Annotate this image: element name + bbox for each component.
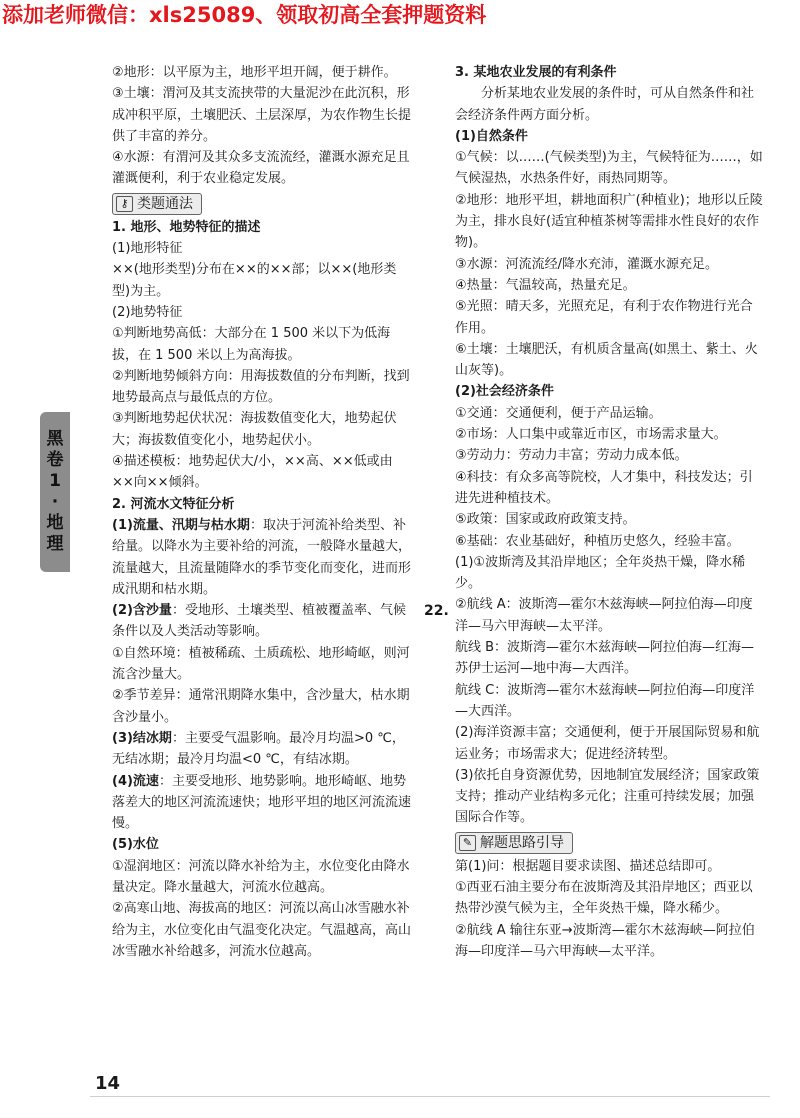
paragraph xyxy=(112,600,412,643)
answer-line: 航线 C：波斯湾—霍尔木兹海峡—阿拉伯海—印度洋—大西洋。 xyxy=(455,682,755,719)
paragraph: ⑤光照：晴天多，光照充足，有利于农作物进行光合作用。 xyxy=(455,299,753,336)
paragraph: ④科技：有众多高等院校，人才集中，科技发达；引进先进种植技术。 xyxy=(455,469,753,506)
section-tag-label: 解题思路引导 xyxy=(480,834,564,851)
side-tab-char: 1 xyxy=(49,471,61,491)
side-tab-char: 地 xyxy=(46,513,64,533)
subheading: (2)社会经济条件 xyxy=(455,384,554,400)
paragraph xyxy=(112,771,412,835)
paragraph: ②季节差异：通常汛期降水集中，含沙量大，枯水期含沙量小。 xyxy=(112,688,410,725)
paragraph: ④热量：气温较高，热量充足。 xyxy=(455,277,636,293)
paragraph: ①湿润地区：河流以降水补给为主，水位变化由降水量决定。降水量越大，河流水位越高。 xyxy=(112,858,410,895)
edit-icon: ✎ xyxy=(459,835,476,851)
paragraph: ②地形：以平原为主，地形平坦开阔，便于耕作。 xyxy=(112,65,397,80)
paragraph: 第(1)问：根据题目要求读图、描述总结即可。 xyxy=(455,858,721,874)
answer-line: 航线 B：波斯湾—霍尔木兹海峡—阿拉伯海—红海—苏伊士运河—地中海—大西洋。 xyxy=(455,640,755,677)
term-text: ：受地形、土壤类型、植被覆盖率、气候条件以及人类活动等影响。 xyxy=(112,603,406,640)
paragraph: ①气候：以……(气候类型)为主，气候特征为……，如气候湿热，水热条件好，雨热同期等。 xyxy=(455,150,763,187)
answer-line: ②航线 A：波斯湾—霍尔木兹海峡—阿拉伯海—印度洋—马六甲海峡—太平洋。 xyxy=(455,597,753,634)
paragraph: ①交通：交通便利，便于产品运输。 xyxy=(455,405,662,421)
paragraph: ②市场：人口集中或靠近市区，市场需求量大。 xyxy=(455,427,727,443)
paragraph: ③水源：河流流经/降水充沛，灌溉水源充足。 xyxy=(455,256,719,272)
footer-divider xyxy=(90,1096,770,1097)
paragraph: ①判断地势高低：大部分在 1 500 米以下为低海拔，在 1 500 米以上为高海拔。 xyxy=(112,326,391,363)
side-tab-char: 卷 xyxy=(46,450,64,470)
paragraph: ②高寒山地、海拔高的地区：河流以高山冰雪融水补给为主，水位变化由气温变化决定。气温越高，高山冰雪融水补给越多，河流水位越高。 xyxy=(112,901,412,959)
promo-banner: 添加老师微信：xls25089、领取初高全套押题资料 xyxy=(2,3,487,27)
paragraph: ①西亚石油主要分布在波斯湾及其沿岸地区；西亚以热带沙漠气候为主，全年炎热干燥，降水稀少。 xyxy=(455,879,753,917)
section-tag-thinking xyxy=(455,832,573,854)
page-number: 14 xyxy=(95,1073,121,1094)
paragraph: ⑤政策：国家或政府政策支持。 xyxy=(455,512,636,528)
key-icon: ⚷ xyxy=(116,196,133,212)
paragraph xyxy=(112,515,412,600)
paragraph: ③判断地势起伏状况：海拔数值变化大，地势起伏大；海拔数值变化小，地势起伏小。 xyxy=(112,411,397,448)
section-tag-methods xyxy=(112,193,202,215)
paragraph: ③劳动力：劳动力丰富；劳动力成本低。 xyxy=(455,448,688,464)
side-tab xyxy=(40,412,70,572)
section-heading: 3. 某地农业发展的有利条件 xyxy=(455,65,617,80)
subheading: (1)地形特征 xyxy=(112,241,183,257)
paragraph: ⑥土壤：土壤肥沃，有机质含量高(如黑土、紫土、火山灰等)。 xyxy=(455,341,758,379)
right-column xyxy=(455,62,763,962)
term: (1)流量、汛期与枯水期 xyxy=(112,517,250,533)
side-tab-char: · xyxy=(51,492,59,512)
term: (4)流速 xyxy=(112,773,159,789)
paragraph: ②判断地势倾斜方向：用海拔数值的分布判断，找到地势最高点与最低点的方位。 xyxy=(112,368,410,406)
question-number: 22. xyxy=(424,603,449,619)
subheading: (2)地势特征 xyxy=(112,304,183,320)
subheading: (1)自然条件 xyxy=(455,128,528,144)
paragraph: ④描述模板：地势起伏大/小，××高、××低或由××向××倾斜。 xyxy=(112,454,393,491)
term-text: ：主要受地形、地势影响。地形崎岖、地势落差大的地区河流流速快；地形平坦的地区河流流速慢。 xyxy=(112,773,412,832)
term: (3)结冰期 xyxy=(112,730,172,746)
paragraph: ②地形：地形平坦，耕地面积广(种植业)；地形以丘陵为主，排水良好(适宜种植茶树等需排水性良好的农作物)。 xyxy=(455,192,763,251)
section-tag-label: 类题通法 xyxy=(137,195,193,212)
paragraph: ③土壤：渭河及其支流挟带的大量泥沙在此沉积，形成冲积平原，土壤肥沃、土层深厚，为农作物生长提供了丰富的养分。 xyxy=(112,86,412,144)
answer-line: (2)海洋资源丰富；交通便利，便于开展国际贸易和航运业务；市场需求大；促进经济转型。 xyxy=(455,725,760,762)
subheading: (5)水位 xyxy=(112,837,159,853)
side-tab-char: 黑 xyxy=(46,429,64,449)
section-heading: 1. 地形、地势特征的描述 xyxy=(112,219,261,235)
paragraph xyxy=(112,728,412,771)
answer-line: (1)①波斯湾及其沿岸地区；全年炎热干燥，降水稀少。 xyxy=(455,554,746,592)
paragraph: ①自然环境：植被稀疏、土质疏松、地形崎岖，则河流含沙量大。 xyxy=(112,645,410,683)
paragraph: ②航线 A 输往东亚→波斯湾—霍尔木兹海峡—阿拉伯海—印度洋—马六甲海峡—太平洋。 xyxy=(455,922,755,959)
term-text: ：主要受气温影响。最冷月均温>0 ℃，无结冰期；最冷月均温<0 ℃，有结冰期。 xyxy=(112,730,405,768)
paragraph: ⑥基础：农业基础好，种植历史悠久，经验丰富。 xyxy=(455,533,740,549)
paragraph: 分析某地农业发展的条件时，可从自然条件和社会经济条件两方面分析。 xyxy=(455,86,755,123)
paragraph: ××(地形类型)分布在××的××部；以××(地形类型)为主。 xyxy=(112,262,397,299)
term-text: ：取决于河流补给类型、补给量。以降水为主要补给的河流，一般降水量越大，流量越大，且流量随降水的季节变化而变化，进而形成汛期和枯水期。 xyxy=(112,517,412,597)
term: (2)含沙量 xyxy=(112,603,172,619)
left-column xyxy=(112,62,412,962)
answer-line: (3)依托自身资源优势，因地制宜发展经济；国家政策支持；推动产业结构多元化；注重可持续发展；加强国际合作等。 xyxy=(455,767,760,826)
paragraph: ④水源：有渭河及其众多支流流经，灌溉水源充足且灌溉便利，利于农业稳定发展。 xyxy=(112,150,410,187)
side-tab-char: 理 xyxy=(46,534,64,554)
section-heading: 2. 河流水文特征分析 xyxy=(112,496,235,512)
